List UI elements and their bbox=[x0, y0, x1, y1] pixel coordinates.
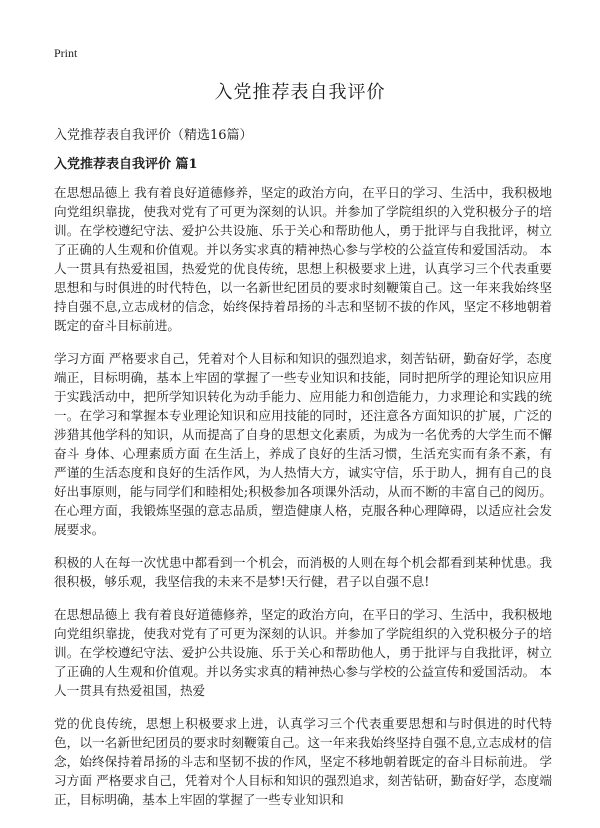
section-heading: 入党推荐表自我评价 篇1 bbox=[54, 157, 198, 172]
paragraph: 党的优良传统，思想上积极要求上进，认真学习三个代表重要思想和与时俱进的时代特色，以一名新世纪团员的要求时刻鞭策自己。这一年来我始终坚持自强不息,立志成材的信念，始终保持着昂扬的斗志和坚韧不拔的作风，坚定不移地朝着既定的奋斗目标前进。 学习方面 严格要求自己，凭着对个人目标和知识的强烈追求，刻苦钻研，勤奋好学，态度端正，目标明确，基本上牢固的掌握了一些专业知识和 bbox=[54, 716, 552, 807]
paragraph: 学习方面 严格要求自己，凭着对个人目标和知识的强烈追求，刻苦钻研，勤奋好学，态度端正，目标明确，基本上牢固的掌握了一些专业知识和技能，同时把所学的理论知识应用于实践活动中，把所学知识转化为动手能力、应用能力和创造能力，力求理论和实践的统一。在学习和掌握本专业理论知识和应用技能的同时，还注意各方面知识的扩展，广泛的涉猎其他学科的知识，从而提高了自身的思想文化素质，为成为一名优秀的大学生而不懈奋斗 身体、心理素质方面 在生活上，养成了良好的生活习惯，生活充实而有条不紊，有严谨的生活态度和良好的生活作风，为人热情大方，诚实守信，乐于助人，拥有自己的良好出事原则，能与同学们和睦相处;积极参加各项课外活动，从而不断的丰富自己的阅历。在心理方面，我锻炼坚强的意志品质，塑造健康人格，克服各种心理障碍，以适应社会发展要求。 bbox=[54, 351, 552, 537]
paragraph: 在思想品德上 我有着良好道德修养，坚定的政治方向，在平日的学习、生活中，我积极地向党组织靠拢，使我对党有了可更为深刻的认识。并参加了学院组织的入党积极分子的培训。在学校遵纪守法、爱护公共设施、乐于关心和帮助他人，勇于批评与自我批评，树立了正确的人生观和价值观。并以务实求真的精神热心参与学校的公益宣传和爱国活动。 本人一贯具有热爱祖国，热爱 bbox=[54, 607, 552, 698]
print-link[interactable]: Print bbox=[54, 46, 78, 60]
document-body bbox=[54, 183, 552, 823]
paragraph: 在思想品德上 我有着良好道德修养，坚定的政治方向，在平日的学习、生活中，我积极地向党组织靠拢，使我对党有了可更为深刻的认识。并参加了学院组织的入党积极分子的培训。在学校遵纪守法、爱护公共设施、乐于关心和帮助他人，勇于批评与自我批评，树立了正确的人生观和价值观。并以务实求真的精神热心参与学校的公益宣传和爱国活动。 本人一贯具有热爱祖国，热爱党的优良传统，思想上积极要求上进，认真学习三个代表重要思想和与时俱进的时代特色，以一名新世纪团员的要求时刻鞭策自己。这一年来我始终坚持自强不息,立志成材的信念，始终保持着昂扬的斗志和坚韧不拔的作风，坚定不移地朝着既定的奋斗目标前进。 bbox=[54, 185, 552, 333]
page-title: 入党推荐表自我评价 bbox=[214, 82, 386, 103]
paragraph: 积极的人在每一次忧患中都看到一个机会，而消极的人则在每个机会都看到某种忧患。我很积极，够乐观，我坚信我的未来不是梦!天行健，君子以自强不息! bbox=[54, 555, 552, 589]
document-subtitle: 入党推荐表自我评价（精选16篇） bbox=[54, 128, 253, 143]
